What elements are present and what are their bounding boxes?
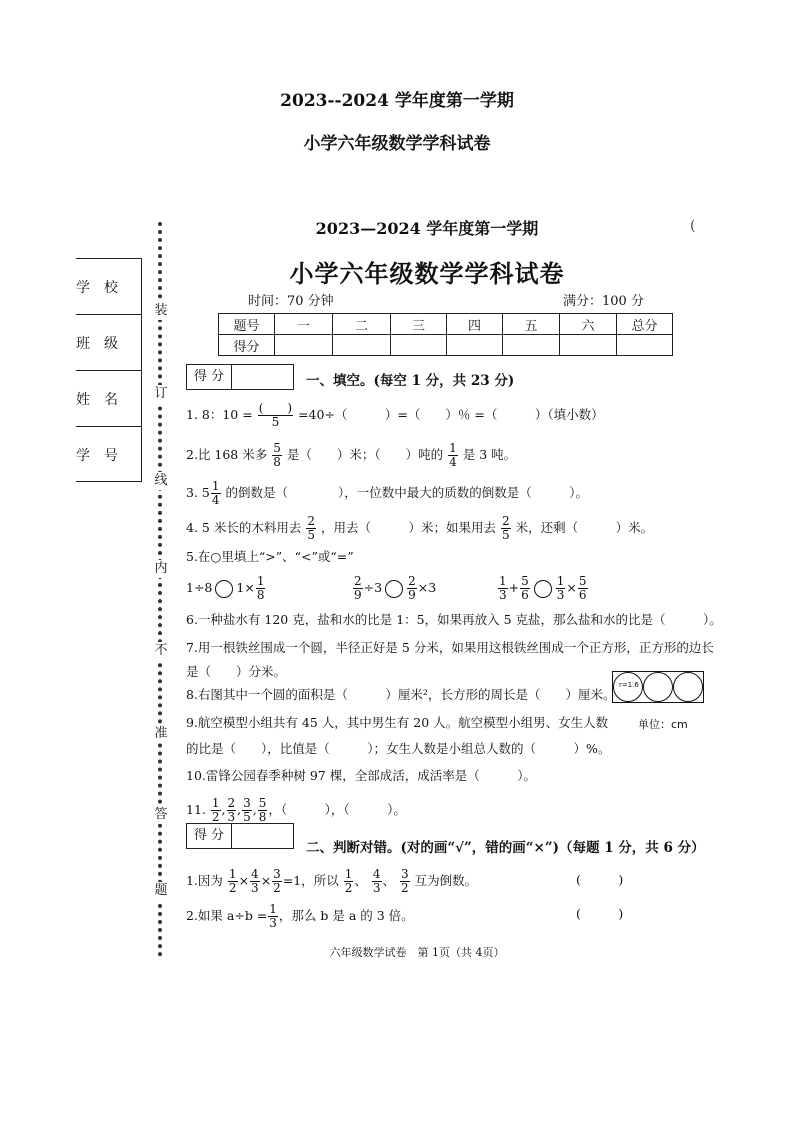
question-9b: 的比是（ ），比值是（ ）；女生人数是小组总人数的（ ）%。 (186, 741, 611, 756)
binding-char: 订 (150, 385, 172, 403)
compare-item-2: $\frac{2}{9}$ ÷3 $\frac{2}{9}$ ×3 (354, 574, 437, 602)
circle-shape (673, 672, 703, 702)
score-table-header: 四 (447, 314, 503, 335)
outer-header-title: 小学六年级数学学科试卷 (303, 134, 491, 154)
binding-char: 题 (150, 882, 172, 900)
grader-score-cell[interactable] (232, 824, 293, 848)
score-table-header: 五 (503, 314, 560, 335)
judge-question-1: 1.因为 $\frac{1}{2}$ × $\frac{4}{3}$ × $\frac{3}{2}$ =1，所以 $\frac{1}{2}$ 、 $\frac{4}{3}$ 、 $\frac{3}{2}$ 互为倒数。 (186, 867, 478, 895)
score-table-header: 题号 (219, 314, 275, 335)
compare-circle[interactable] (215, 580, 233, 598)
outer-header-year: 2023--2024 学年度第一学期 (280, 91, 514, 111)
grader-label: 得 分 (187, 824, 232, 848)
score-cell[interactable] (333, 335, 391, 356)
question-8: 8.右图其中一个圆的面积是（ ）厘米²，长方形的周长是（ ）厘米。 (186, 687, 616, 702)
student-info-box (76, 258, 142, 482)
compare-item-1: 1÷8 1× $\frac{1}{8}$ (186, 574, 265, 602)
school-field[interactable]: 学 校 (76, 259, 141, 315)
page-footer: 六年级数学试卷 第 1页（共 4页） (329, 946, 505, 959)
question-11: 11. $\frac{1}{2}$ , $\frac{2}{3}$ , $\frac{3}{5}$ , $\frac{5}{8}$ ，（ ），（ ）。 (186, 796, 406, 824)
question-1: 1. 8：10 = $\frac{( )}{5}$ =40÷（ ）=（ ）％ =（ ）（填小数） (186, 401, 604, 429)
corner-mark: ( (690, 218, 696, 234)
unit-note: 单位：cm (638, 718, 688, 731)
score-table-header: 一 (275, 314, 333, 335)
score-table-header: 二 (333, 314, 391, 335)
question-4: 4. 5 米长的木料用去 $\frac{2}{5}$ ，用去（ ）米；如果用去 $\frac{2}{5}$ 米，还剩（ ）米。 (186, 514, 654, 542)
score-table-header: 总分 (617, 314, 673, 335)
score-table-label: 得分 (219, 335, 275, 356)
binding-char: 内 (150, 560, 172, 578)
score-table-header: 三 (391, 314, 447, 335)
section1-title: 一、填空。(每空 1 分，共 23 分) (306, 373, 515, 389)
section2-title: 二、判断对错。(对的画“√”，错的画“×”)（每题 1 分，共 6 分） (306, 840, 705, 856)
question-6: 6.一种盐水有 120 克，盐和水的比是 1：5，如果再放入 5 克盐，那么盐和水的比是（ ）。 (186, 612, 722, 627)
grader-box (186, 364, 294, 390)
binding-char: 不 (150, 642, 172, 660)
score-cell[interactable] (560, 335, 617, 356)
name-field[interactable]: 姓 名 (76, 371, 141, 427)
radius-label: r=1.6 (619, 681, 639, 689)
binding-dotted-line (158, 222, 162, 957)
circle-shape (643, 672, 673, 702)
score-cell[interactable] (275, 335, 333, 356)
answer-paren[interactable]: ( ) (576, 906, 624, 921)
grader-score-cell[interactable] (232, 365, 293, 389)
compare-item-3: $\frac{1}{3}$ + $\frac{5}{6}$ $\frac{1}{3}$ × $\frac{5}{6}$ (499, 574, 587, 602)
score-cell[interactable] (391, 335, 447, 356)
score-cell[interactable] (503, 335, 560, 356)
question-2: 2.比 168 米多 $\frac{5}{8}$ 是（ ）米；（ ）吨的 $\frac{1}{4}$ 是 3 吨。 (186, 441, 517, 469)
binding-char: 答 (150, 806, 172, 824)
student-id-field[interactable]: 学 号 (76, 448, 118, 464)
binding-char: 准 (150, 725, 172, 743)
score-table (218, 313, 673, 356)
full-score: 满分：100 分 (563, 294, 644, 309)
question-10: 10.雷锋公园春季种树 97 棵，全部成活，成活率是（ ）。 (186, 768, 536, 783)
question-7a: 7.用一根铁丝围成一个圆，半径正好是 5 分米，如果用这根铁丝围成一个正方形，正方形的边长 (186, 640, 714, 655)
exam-time: 时间：70 分钟 (248, 294, 334, 309)
binding-char: 装 (150, 302, 172, 320)
binding-char: 线 (150, 472, 172, 490)
paper-title: 小学六年级数学学科试卷 (289, 259, 565, 288)
compare-circle[interactable] (534, 580, 552, 598)
question-7b: 是（ ）分米。 (186, 664, 287, 679)
class-field[interactable]: 班 级 (76, 315, 141, 371)
score-table-header: 六 (560, 314, 617, 335)
grader-box (186, 823, 294, 849)
compare-circle[interactable] (385, 580, 403, 598)
question-9a: 9.航空模型小组共有 45 人，其中男生有 20 人。航空模型小组男、女生人数 (186, 715, 609, 730)
question-3: 3. 5 $\frac{1}{4}$ 的倒数是（ ），一位数中最大的质数的倒数是（ ）。 (186, 479, 588, 507)
answer-paren[interactable]: ( ) (576, 872, 624, 887)
score-cell[interactable] (617, 335, 673, 356)
score-cell[interactable] (447, 335, 503, 356)
rectangle-circles-figure (612, 671, 704, 703)
question-5: 5.在○里填上“>”、“<”或“=” (186, 549, 354, 564)
judge-question-2: 2.如果 a÷b = $\frac{1}{3}$ ，那么 b 是 a 的 3 倍。 (186, 902, 414, 930)
paper-year: 2023—2024 学年度第一学期 (315, 219, 539, 238)
grader-label: 得 分 (187, 365, 232, 389)
